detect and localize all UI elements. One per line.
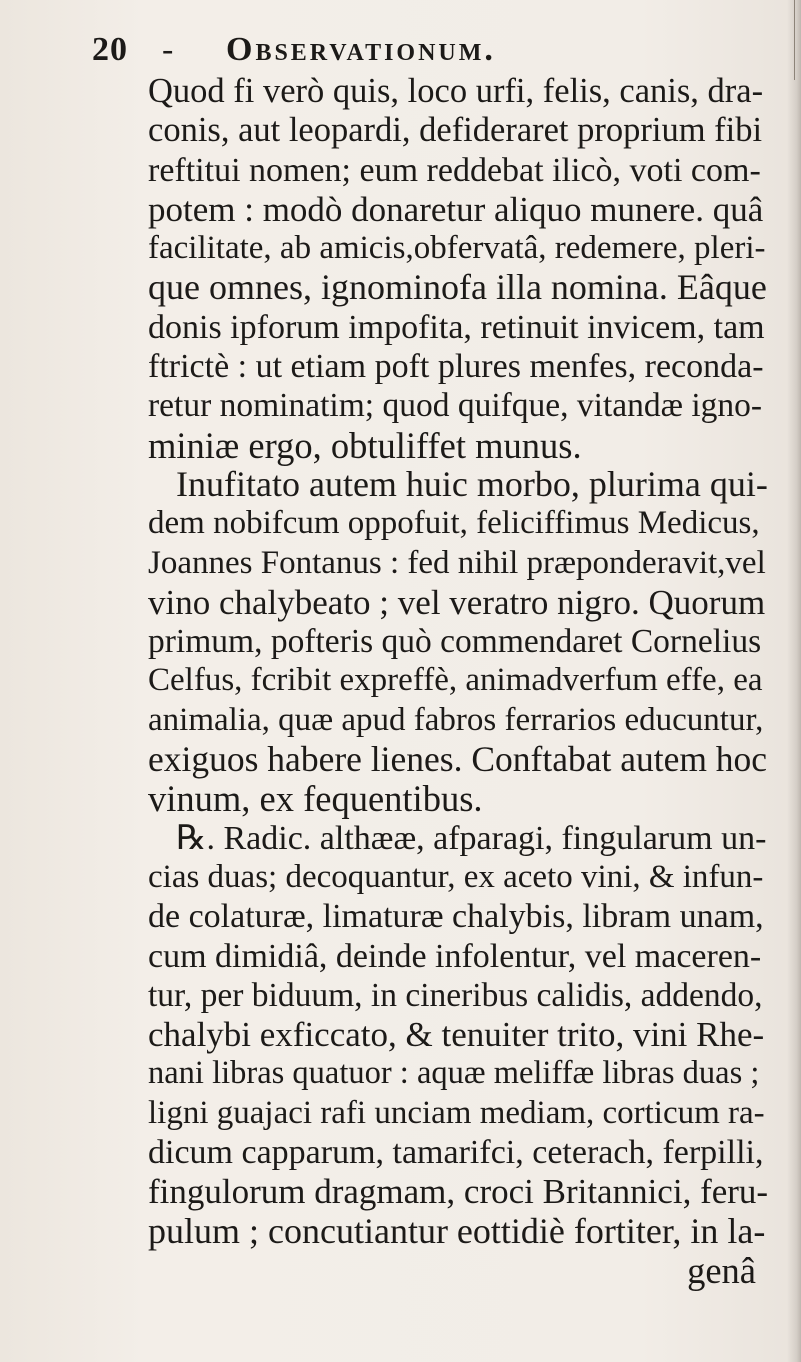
text-line: vinum, ex fequentibus. [148, 778, 483, 820]
text-line: chalybi exficcato, & tenuiter trito, vini Rhe- [148, 1015, 765, 1055]
catchword: genâ [687, 1249, 756, 1291]
running-header [92, 28, 652, 72]
text-line: retur nominatim; quod quifque, vitandæ igno- [148, 387, 763, 425]
recipe-start-line: ℞. Radic. althææ, afparagi, fingularum un- [176, 819, 767, 857]
page-number: 20 [92, 31, 128, 68]
text-line: de colaturæ, limaturæ chalybis, libram unam, [148, 898, 764, 936]
text-line: reftitui nomen; eum reddebat ilicò, voti com- [148, 151, 761, 189]
page-edge-line [794, 0, 795, 80]
text-line: miniæ ergo, obtuliffet munus. [148, 424, 582, 466]
header-dash: - [162, 31, 177, 68]
text-line: facilitate, ab amicis,obfervatâ, redemere, pleri- [148, 230, 766, 267]
text-line: cias duas; decoquantur, ex aceto vini, & infun- [148, 858, 764, 895]
text-line: vino chalybeato ; vel veratro nigro. Quorum [148, 582, 766, 622]
text-line: exiguos habere lienes. Conftabat autem hoc [148, 739, 768, 780]
text-line: Quod fi verò quis, loco urfi, felis, canis, dra- [148, 72, 764, 110]
text-line: nani libras quatuor : aquæ meliffæ libras duas ; [148, 1055, 760, 1092]
text-line: Celfus, fcribit expreffè, animadverfum effe, ea [148, 662, 763, 699]
text-line: ftrictè : ut etiam poft plures menfes, reconda- [148, 348, 764, 386]
text-line: donis ipforum impofita, retinuit invicem, tam [148, 308, 765, 346]
text-line: animalia, quæ apud fabros ferrarios educuntur, [148, 701, 764, 738]
text-line: fingulorum dragmam, croci Britannici, feru- [148, 1172, 769, 1212]
text-line: Joannes Fontanus : fed nihil præponderavit,vel [148, 544, 766, 581]
text-line: potem : modò donaretur aliquo munere. quâ [148, 189, 764, 229]
text-line: tur, per biduum, in cineribus calidis, addendo, [148, 976, 763, 1014]
text-line: conis, aut leopardi, defideraret proprium fibi [148, 111, 763, 150]
body-text [148, 72, 768, 1290]
running-title: Observationum. [226, 31, 496, 68]
text-line: primum, pofteris quò commendaret Cornelius [148, 623, 762, 661]
text-line: dem nobifcum oppofuit, feliciffimus Medicus, [148, 505, 760, 542]
paragraph-start-line: Inufitato autem huic morbo, plurima qui- [176, 463, 768, 504]
text-line: dicum capparum, tamarifci, ceterach, ferpilli, [148, 1134, 764, 1172]
text-line: que omnes, ignominofa illa nomina. Eâque [148, 267, 767, 308]
text-line: pulum ; concutiantur eottidiè fortiter, in la- [148, 1210, 766, 1251]
text-line: cum dimidiâ, deinde infolentur, vel maceren- [148, 937, 762, 975]
page-edge-shadow [787, 0, 801, 1362]
text-line: ligni guajaci rafi unciam mediam, corticum ra- [148, 1094, 765, 1131]
